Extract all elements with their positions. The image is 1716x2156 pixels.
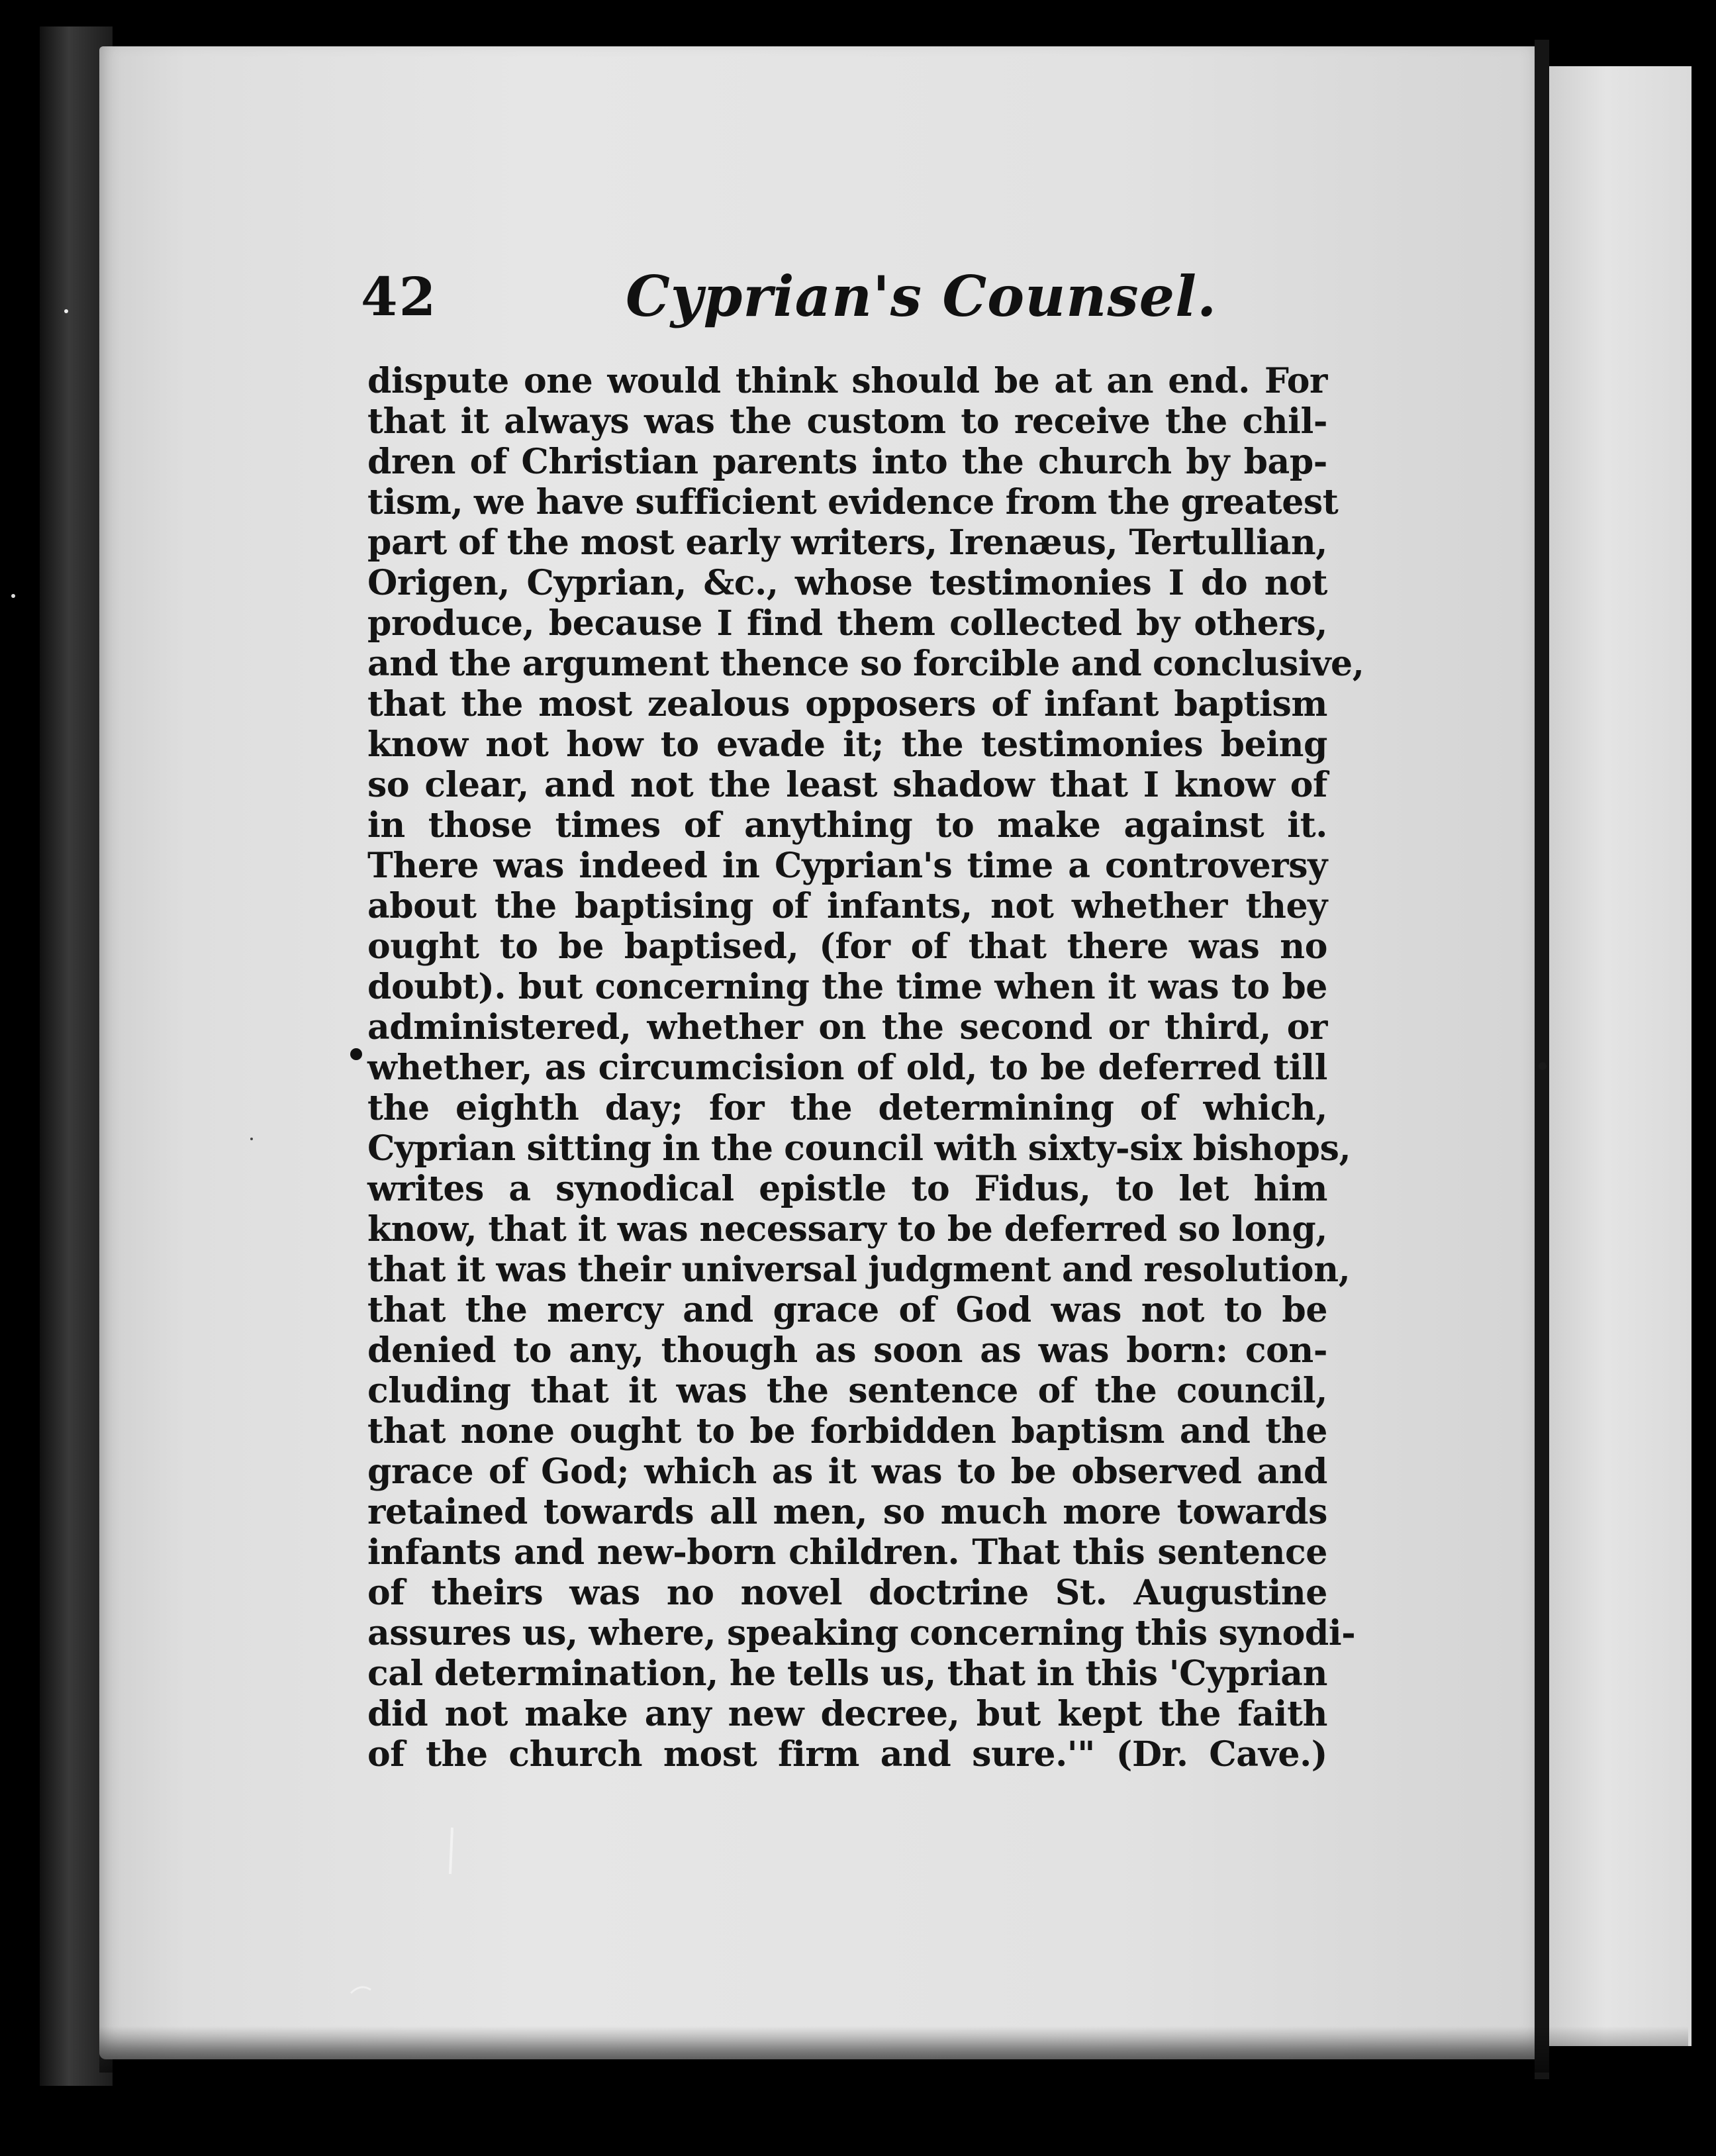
book-gutter <box>1535 40 1549 2079</box>
page-bottom-shadow <box>99 2026 1688 2073</box>
page-number: 42 <box>361 266 438 328</box>
text-line: of the church most firm and sure.'" (Dr. Cave.) <box>367 1734 1327 1775</box>
text-line: infants and new-born children. That this sentence <box>367 1532 1327 1573</box>
text-line: There was indeed in Cyprian's time a controversy <box>367 846 1327 886</box>
text-line: know, that it was necessary to be deferred so long, <box>367 1209 1327 1250</box>
text-line: grace of God; which as it was to be observed and <box>367 1451 1327 1492</box>
text-line: retained towards all men, so much more towards <box>367 1492 1327 1532</box>
text-line: in those times of anything to make against it. <box>367 805 1327 846</box>
text-line: that it was their universal judgment and resolution, <box>367 1250 1351 1290</box>
text-line: so clear, and not the least shadow that I know of <box>367 765 1327 805</box>
text-line: that none ought to be forbidden baptism and the <box>367 1411 1327 1451</box>
text-line: of theirs was no novel doctrine St. Augustine <box>367 1573 1327 1613</box>
text-line: assures us, where, speaking concerning this synodi- <box>367 1613 1356 1653</box>
text-line: dren of Christian parents into the church by bap- <box>367 442 1327 482</box>
text-line: administered, whether on the second or third, or <box>367 1007 1327 1048</box>
text-line: ought to be baptised, (for of that there was no <box>367 926 1327 967</box>
text-line: denied to any, though as soon as was born: con- <box>367 1330 1327 1371</box>
text-line: writes a synodical epistle to Fidus, to let him <box>367 1169 1327 1209</box>
facing-page-edge <box>1549 66 1692 2046</box>
text-line: part of the most early writers, Irenæus, Tertullian, <box>367 522 1327 563</box>
text-line: cluding that it was the sentence of the council, <box>367 1371 1327 1411</box>
text-line: did not make any new decree, but kept the faith <box>367 1694 1327 1734</box>
running-title: Cyprian's Counsel. <box>626 264 1217 329</box>
text-line: cal determination, he tells us, that in this 'Cyprian <box>367 1653 1327 1694</box>
running-head <box>361 264 1331 330</box>
text-line: dispute one would think should be at an end. For <box>367 361 1327 401</box>
text-line: know not how to evade it; the testimonies being <box>367 724 1327 765</box>
body-text <box>367 361 1364 1775</box>
text-line: that it always was the custom to receive the chil- <box>367 401 1327 442</box>
text-line: about the baptising of infants, not whether they <box>367 886 1327 926</box>
ink-speck <box>11 594 15 598</box>
text-line: tism, we have sufficient evidence from the greatest <box>367 482 1339 522</box>
text-line: and the argument thence so forcible and conclusive, <box>367 644 1364 684</box>
text-line: that the most zealous opposers of infant baptism <box>367 684 1327 724</box>
text-line: whether, as circumcision of old, to be deferred till <box>367 1048 1327 1088</box>
text-line: doubt). but concerning the time when it was to be <box>367 967 1327 1007</box>
text-line: Cyprian sitting in the council with sixty-six bishops, <box>367 1128 1351 1169</box>
text-line: the eighth day; for the determining of which, <box>367 1088 1327 1128</box>
text-line: Origen, Cyprian, &c., whose testimonies I do not <box>367 563 1327 603</box>
text-line: produce, because I find them collected by others, <box>367 603 1327 644</box>
text-line: that the mercy and grace of God was not to be <box>367 1290 1327 1330</box>
